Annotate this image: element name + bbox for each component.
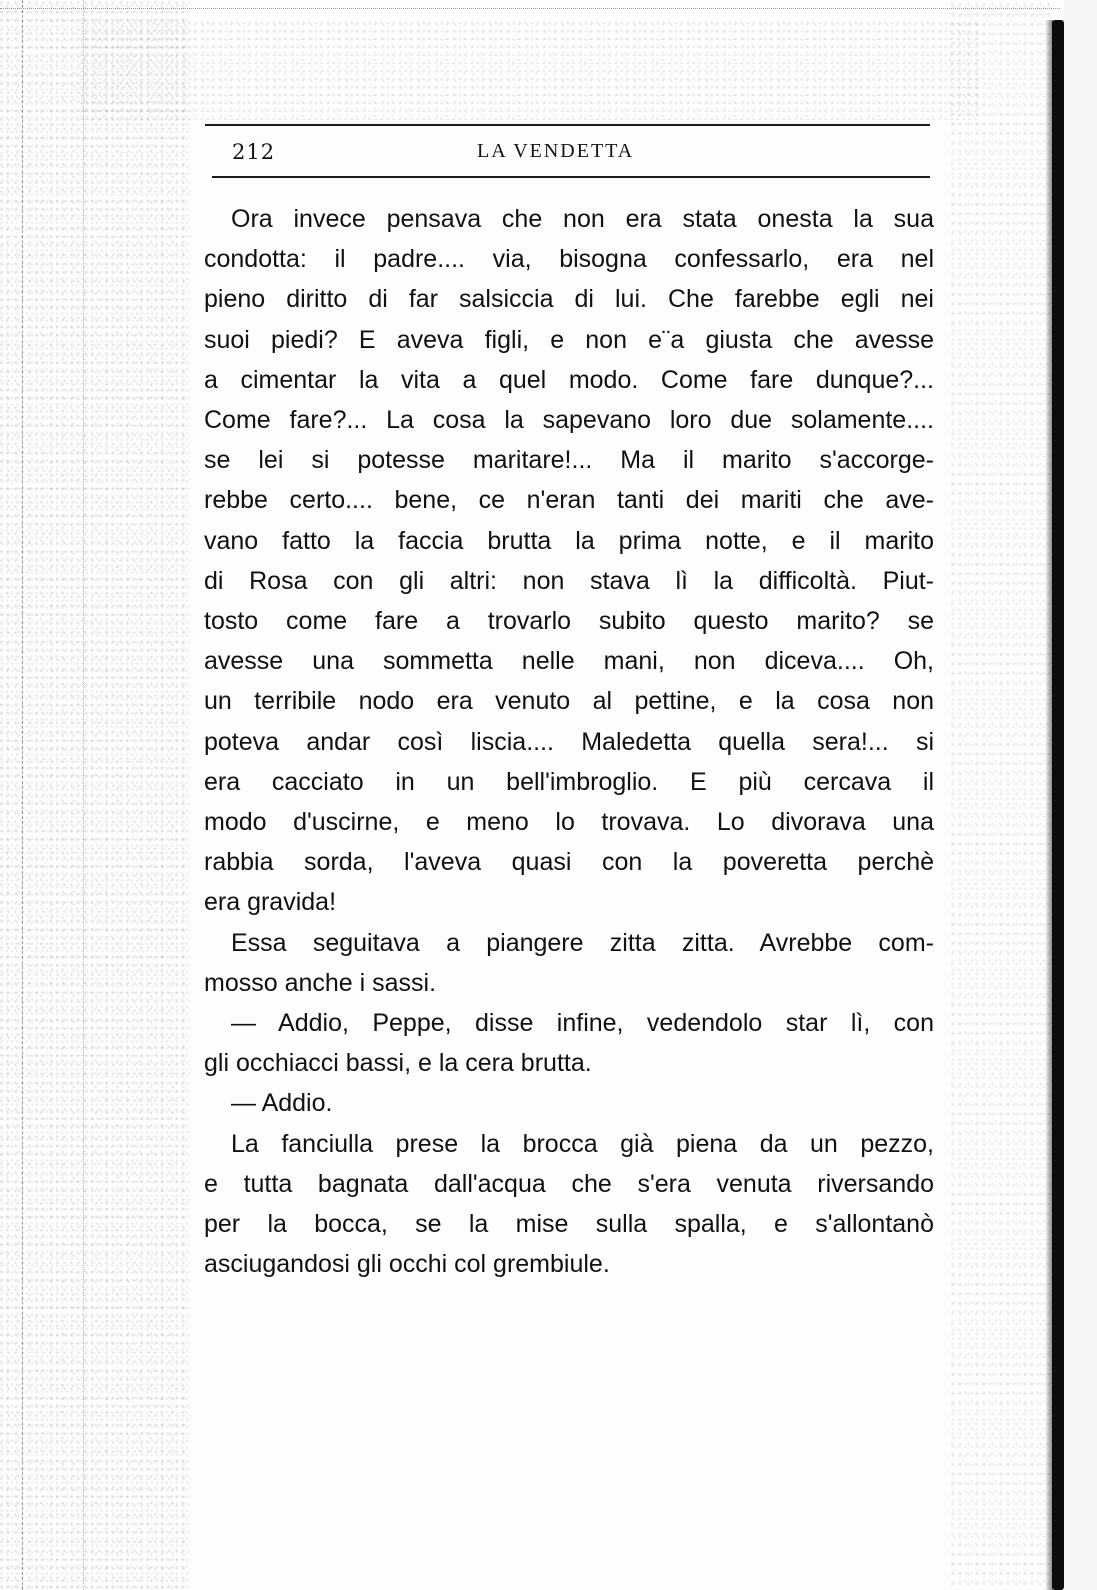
paragraph bbox=[204, 1083, 934, 1123]
text-line: un terribile nodo era venuto al pettine, e la cosa non bbox=[204, 687, 934, 716]
page-number: 212 bbox=[232, 140, 276, 164]
text-line: avesse una sommetta nelle mani, non diceva.... Oh, bbox=[204, 647, 934, 676]
paragraph bbox=[204, 199, 934, 923]
paragraph bbox=[204, 1124, 934, 1285]
text-line: mosso anche i sassi. bbox=[204, 968, 437, 997]
text-line: asciugandosi gli occhi col grembiule. bbox=[204, 1250, 610, 1279]
scan-noise-top bbox=[80, 20, 980, 120]
text-line: e tutta bagnata dall'acqua che s'era venuta riversando bbox=[204, 1169, 934, 1198]
text-line: gli occhiacci bassi, e la cera brutta. bbox=[204, 1049, 592, 1078]
text-line: modo d'uscirne, e meno lo trovava. Lo divorava una bbox=[204, 808, 934, 837]
text-line: poteva andar così liscia.... Maledetta quella sera!... si bbox=[204, 727, 934, 756]
text-line: se lei si potesse maritare!... Ma il marito s'accorge- bbox=[204, 446, 934, 475]
text-line: di Rosa con gli altri: non stava lì la difficoltà. Piut- bbox=[204, 566, 934, 595]
paragraph bbox=[204, 1003, 934, 1083]
text-line: vano fatto la faccia brutta la prima notte, e il marito bbox=[204, 526, 934, 555]
text-line: tosto come fare a trovarlo subito questo marito? se bbox=[204, 607, 934, 636]
scan-margin-right bbox=[1064, 0, 1097, 1590]
text-line: rebbe certo.... bene, ce n'eran tanti dei mariti che ave- bbox=[204, 486, 934, 515]
paragraph bbox=[204, 923, 934, 1003]
text-line: era cacciato in un bell'imbroglio. E più cercava il bbox=[204, 767, 934, 796]
text-line: rabbia sorda, l'aveva quasi con la poveretta perchè bbox=[204, 848, 934, 877]
text-line: Come fare?... La cosa la sapevano loro due solamente.... bbox=[204, 406, 934, 435]
text-line: per la bocca, se la mise sulla spalla, e s'allontanò bbox=[204, 1210, 934, 1239]
body-text bbox=[204, 199, 934, 1284]
text-line: La fanciulla prese la brocca già piena da un pezzo, bbox=[231, 1129, 934, 1158]
header-rule-top bbox=[205, 124, 930, 126]
header-rule-bottom bbox=[212, 176, 930, 178]
running-title: LA VENDETTA bbox=[477, 140, 635, 162]
scan-noise-right bbox=[950, 0, 1050, 1590]
text-line: a cimentar la vita a quel modo. Come fare dunque?... bbox=[204, 365, 934, 394]
scan-edge-left bbox=[22, 0, 84, 1590]
scan-edge-top bbox=[0, 8, 1060, 9]
text-line: pieno diritto di far salsiccia di lui. Che farebbe egli nei bbox=[204, 285, 934, 314]
text-line: — Addio, Peppe, disse infine, vedendolo star lì, con bbox=[231, 1009, 934, 1038]
text-line: Ora invece pensava che non era stata onesta la sua bbox=[231, 205, 934, 233]
text-line: condotta: il padre.... via, bisogna confessarlo, era nel bbox=[204, 245, 934, 274]
text-line: Essa seguitava a piangere zitta zitta. Avrebbe com- bbox=[231, 928, 934, 957]
text-line: era gravida! bbox=[204, 888, 337, 917]
text-line: suoi piedi? E aveva figli, e non e¨a giusta che avesse bbox=[204, 325, 934, 354]
text-line: — Addio. bbox=[231, 1089, 333, 1118]
page-edge-binding bbox=[1052, 20, 1064, 1590]
